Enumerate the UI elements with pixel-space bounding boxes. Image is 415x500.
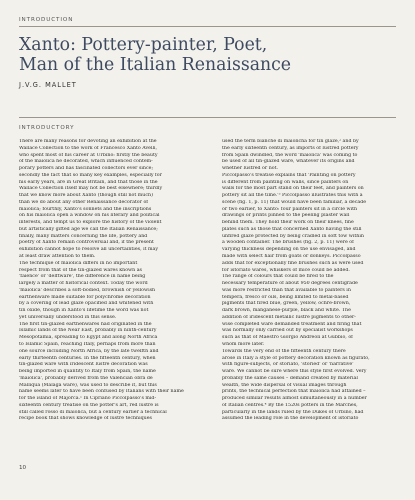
left-text-column — [19, 139, 196, 423]
text-line: maiolica; fourthly, Xanto's sonnets and the inscriptions — [19, 206, 152, 212]
text-line: yet universally understood in this sense. — [19, 314, 117, 320]
text-line: Wallace Collection to the work of Francesco Xanto Avelli, — [19, 145, 158, 151]
text-line: prints, the technical perfection that maiolica had attained – — [222, 389, 366, 395]
text-line: produced similar results almost simultaneously in a number — [222, 396, 367, 402]
text-line: a wooden container. The brushes (fig. 2, p. 11) were of — [222, 240, 354, 246]
text-line: with figure-subjects, or storiato, 'storied' or 'narrative' — [222, 362, 354, 368]
text-line: probably the same causes – demand created by material — [222, 375, 358, 381]
text-line: pottery sit all the time.'³ Piccolpasso illustrates this with a — [222, 193, 363, 199]
text-line: behind them. They hold their work on their knees, fine — [222, 220, 354, 226]
text-line: 'maiolica', probably derived from the Valencian obra de — [19, 375, 153, 381]
text-line: dark brown, manganese-purple, black and white. The — [222, 308, 351, 314]
text-line: still called rosso di maiolica, but a century earlier a technical — [19, 409, 167, 415]
text-line: Malliqua (Malaga ware), was used to describe it, but this — [19, 382, 157, 388]
text-line: tempera, fresco or oils, being limited to metal-based — [222, 294, 349, 300]
text-line: arose in Italy a style of pottery decoration known as figurato, — [222, 355, 370, 361]
text-line: be used of all tin-glazed ware, whatever its origins and — [222, 159, 355, 165]
text-line: exhibition cannot hope to resolve all uncertainties, it may — [19, 247, 159, 253]
text-line: for istoriato wares, whiskers of mice could be added. — [222, 267, 350, 273]
chapter-title-line-2: Man of the Italian Renaissance — [19, 55, 292, 75]
text-line: Wallace Collection itself may not be best elsewhere; thirdly — [19, 186, 163, 192]
text-line: by a covering of lead glaze opacified and whitened with — [19, 301, 154, 307]
text-line: addition of iridescent metallic lustre pigments to other- — [222, 314, 356, 320]
text-line: wise completed ware demanded treatment and firing that — [222, 321, 362, 327]
text-line: than we do about any other Renaissance decorator of — [19, 199, 149, 205]
text-line: for the island of Majorca.¹ In Cipriano Piccolpasso's mid- — [19, 396, 157, 402]
text-line: varying thickness depending on the use envisaged, and — [222, 247, 356, 253]
text-line: that we know more about Xanto (though still not much) — [19, 193, 153, 199]
text-line: wealth, the wide dispersal of visual images through — [222, 382, 347, 388]
text-line: finally, many matters concerning the life, pottery and — [19, 233, 148, 239]
text-line: Islamic lands of the Near East, probably in ninth-century — [19, 328, 157, 334]
text-line: assumed the leading role in the development of istoriato — [222, 416, 359, 422]
text-line: the early sixteenth century, as imports of lustred pottery — [222, 145, 359, 151]
text-line: porary potters and has fascinated collectors ever since; — [19, 166, 154, 172]
text-line: particularly in the lands ruled by the Dukes of Urbino, had — [222, 409, 364, 415]
text-line: on his maiolica open a window on his literary and political — [19, 213, 160, 219]
author-name: J.V.G. MALLET — [19, 81, 77, 89]
text-line: poetry of Xanto remain controversial and, if the present — [19, 240, 154, 246]
text-line: such as that of Maestro Giorgio Andreoli at Gubbio, of — [222, 335, 353, 341]
text-line: Piccolpasso's treatise explains that 'Painting on pottery — [222, 172, 356, 178]
text-line: largely a matter of historical context. Today the word — [19, 281, 148, 287]
text-line: earthenware made suitable for polychrome decoration — [19, 294, 151, 300]
text-line: The technique of maiolica differs in no important — [19, 260, 138, 266]
text-line: respect from that of the tin-glazed wares known as — [19, 267, 142, 273]
right-text-column — [222, 139, 399, 423]
section-label: INTRODUCTION — [19, 17, 74, 23]
text-line: tin oxide, though in Xanto's lifetime the word was not — [19, 308, 149, 314]
text-line: or two earlier, to Xanto: four painters sit in a circle with — [222, 206, 358, 212]
text-line: recipe book that shows knowledge of lustre techniques — [19, 416, 152, 422]
text-line: The range of colours that could be fired to the — [222, 274, 334, 280]
text-line: is different from painting on walls, since painters on — [222, 179, 349, 185]
text-line: 'maiolica' describes a soft-bodied, brownish or yellowish — [19, 287, 156, 293]
text-line: was more restricted than that available to painters in — [222, 287, 351, 293]
text-line: tin-glazed ware with iridescent lustre decoration was — [19, 362, 148, 368]
text-line: Mesopotamia, spreading to Egypt and along North Africa — [19, 335, 158, 341]
text-line: of Italian centres.⁴ By the 1520s potters in the Marches, — [222, 402, 358, 408]
mid-divider — [19, 117, 396, 118]
text-line: walls for the most part stand on their feet, and painters on — [222, 186, 364, 192]
text-line: made with select hair from goats or donkeys. Piccolpasso — [222, 254, 361, 260]
text-line: was normally only carried out by specialist workshops — [222, 328, 353, 334]
text-line: Towards the very end of the fifteenth century there — [222, 348, 346, 354]
text-line: being imported in quantity to Italy from Spain, the name — [19, 369, 156, 375]
chapter-title — [19, 35, 399, 75]
text-line: plates such as those that concerned Xanto having the still — [222, 226, 362, 232]
text-line: but artistically gifted age we call the Italian Renaissance; — [19, 226, 158, 232]
text-line: unfired glaze protected by being cradled in soft tow within — [222, 233, 364, 239]
text-line: secondly the fact that so many key examples, especially for — [19, 172, 162, 178]
text-line: 'faience' or 'delftware', the difference in name being — [19, 274, 146, 280]
text-line: There are many reasons for devoting an exhibition at the — [19, 139, 157, 144]
text-line: to Islamic Spain, reaching Italy, perhaps from more than — [19, 341, 156, 347]
text-line: whether lustred or not. — [222, 166, 279, 172]
text-line: The first tin-glazed earthenwares had originated in the — [19, 321, 152, 327]
text-line: his early years, are in Great Britain, and that those in the — [19, 179, 158, 185]
text-line: from Spain dwindled, the word 'maiolica' was coming to — [222, 152, 358, 158]
text-line: sixteenth century treatise on the potter's art, red lustre is — [19, 402, 159, 408]
top-divider — [19, 26, 396, 27]
text-line: who spent most of his career at Urbino: firstly the beauty — [19, 152, 158, 158]
text-line: one source including North Africa, by the late twelfth and — [19, 348, 159, 354]
subsection-label: INTRODUCTORY — [19, 125, 75, 131]
text-line: necessary temperature of about 950 degrees centigrade — [222, 281, 358, 287]
chapter-title-line-1: Xanto: Pottery-painter, Poet, — [19, 35, 268, 55]
text-line: at least draw attention to them. — [19, 254, 96, 260]
text-line: name seems later to have been confused by Italians with their name — [19, 389, 184, 395]
text-line: pigments that fired blue, green, yellow, ochre-brown, — [222, 301, 351, 307]
text-line: drawings or prints pinned to the peeling plaster wall — [222, 213, 350, 219]
text-line: early thirteenth centuries. In the fifteenth century, when — [19, 355, 156, 361]
text-line: of the maiolica he decorated, which influenced contem- — [19, 159, 153, 165]
text-line: scene (fig. 1, p. 11) that would have been familiar, a decade — [222, 199, 367, 205]
page-number: 10 — [19, 465, 27, 471]
text-line: whom more later. — [222, 341, 265, 347]
text-line: interests, and tempt us to explore the history of the violent — [19, 220, 162, 226]
text-line: used the term bianche di maiolicha for tin glaze,² and by — [222, 139, 359, 144]
text-line: ware. We cannot be sure where this style first evolved. Very — [222, 369, 367, 375]
text-line: adds that for exceptionally fine brushes such as were used — [222, 260, 364, 266]
